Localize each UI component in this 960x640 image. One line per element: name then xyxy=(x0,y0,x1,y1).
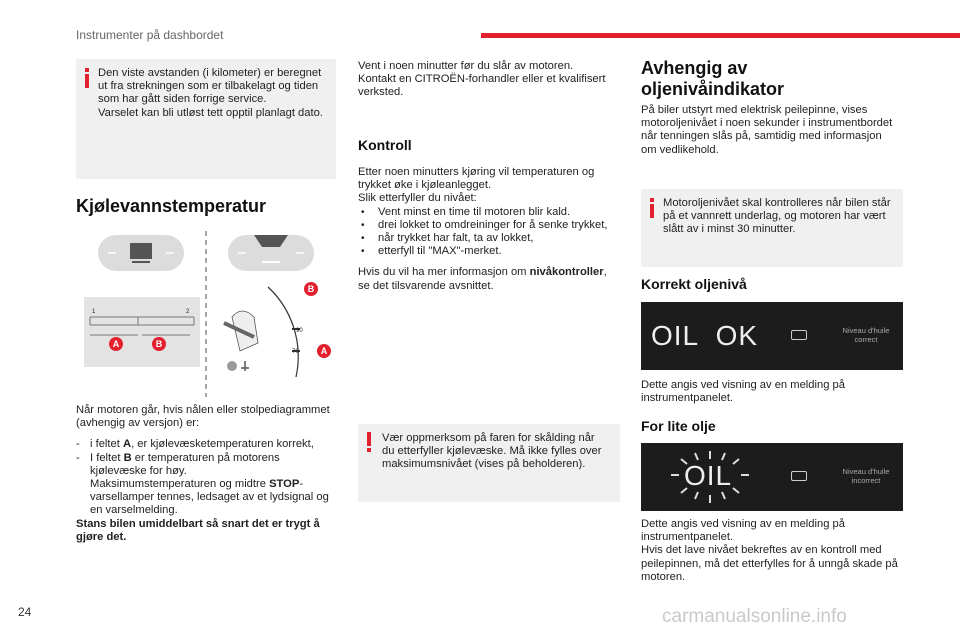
col2-intro: Vent i noen minutter før du slår av motoren. Kontakt en CITROËN-forhandler eller et kvalifisert verksted. xyxy=(358,60,606,99)
strip-left-label: 1 xyxy=(92,309,96,315)
oil-info-note xyxy=(641,189,903,267)
exclamation-icon-dot xyxy=(367,448,371,452)
oil-info-text: Motoroljenivået skal kontrolleres når bilen står på et vannrett underlag, og motoren har vært slått av i minst 30 minutter. xyxy=(663,197,891,236)
section-heading-coolant: Kjølevannstemperatur xyxy=(76,196,267,216)
oil-ok-message: Niveau d'huile correct xyxy=(842,326,890,344)
oil-low-message: Niveau d'huile incorrect xyxy=(842,467,890,485)
list-item: • når trykket har falt, ta av lokket, xyxy=(358,232,613,245)
label-a-strip: A xyxy=(109,337,123,351)
oil-ok-text: OIL OK xyxy=(651,320,759,351)
section-heading-oil: Avhengig av oljenivåindikator xyxy=(641,58,785,99)
low-oil-caption-2: Hvis det lave nivået bekreftes av en kontroll med peilepinnen, må det etterfylles for å unngå skade på motoren. xyxy=(641,544,898,583)
section-heading-correct-oil: Korrekt oljenivå xyxy=(641,276,747,292)
list-item: • Vent minst en time til motoren blir kald. xyxy=(358,206,613,219)
strip-right-label: 2 xyxy=(186,309,190,315)
gauge-90-label: 90 xyxy=(296,328,303,334)
kontroll-more-info: Hvis du vil ha mer informasjon om nivåkontroller, se det tilsvarende avsnittet. xyxy=(358,266,607,292)
correct-oil-caption: Dette angis ved visning av en melding på instrumentpanelet. xyxy=(641,379,845,405)
info-icon xyxy=(85,68,89,88)
oil-can-icon xyxy=(791,471,807,481)
coolant-illustration xyxy=(82,225,334,400)
section-title: Instrumenter på dashbordet xyxy=(76,28,224,42)
list-item: • etterfyll til "MAX"-merket. xyxy=(358,245,613,258)
exclamation-icon xyxy=(367,432,371,446)
oil-ok-display xyxy=(641,302,903,370)
info-note-text-1: Den viste avstanden (i kilometer) er beregnet ut fra strekningen som er tilbakelagt og tiden som har gått siden forrige service. xyxy=(98,67,322,106)
caution-note xyxy=(358,424,620,502)
label-b-strip: B xyxy=(152,337,166,351)
oil-low-display xyxy=(641,443,903,511)
low-oil-caption-1: Dette angis ved visning av en melding på instrumentpanelet. xyxy=(641,518,845,544)
oil-intro: På biler utstyrt med elektrisk peilepinne, vises motoroljenivået i noen sekunder i instrumentbordet når tenningen slås på, samtidig med informasjon om vedlikehold. xyxy=(641,104,893,156)
list-item: - I feltet B er temperaturen på motorens kjølevæske for høy. xyxy=(76,452,338,478)
caution-text: Vær oppmerksom på faren for skålding når du etterfyller kjølevæske. Må ikke fylles over maksimumsnivået (vises på beholderen). xyxy=(382,432,602,471)
list-item: - i feltet A, er kjølevæsketemperaturen korrekt, xyxy=(76,438,338,451)
watermark: carmanualsonline.info xyxy=(662,606,847,627)
section-heading-kontroll: Kontroll xyxy=(358,137,412,153)
kontroll-p1: Etter noen minutters kjøring vil temperaturen og trykket øke i kjøleanlegget. xyxy=(358,166,595,192)
coolant-warning: Stans bilen umiddelbart så snart det er trygt å gjøre det. xyxy=(76,517,320,543)
coolant-intro: Når motoren går, hvis nålen eller stolpediagrammet (avhengig av versjon) er: xyxy=(76,404,330,430)
label-a-gauge: A xyxy=(317,344,331,358)
kontroll-p2: Slik etterfyller du nivået: xyxy=(358,192,477,205)
gauge-70-label: 70 xyxy=(292,349,299,355)
info-note xyxy=(76,59,336,179)
oil-low-text: OIL xyxy=(684,460,733,491)
list-item-continued: Maksimumstemperaturen og midtre STOP-varsellamper tennes, ledsaget av et lydsignal og en varselmelding. xyxy=(90,478,329,517)
section-heading-low-oil: For lite olje xyxy=(641,418,716,434)
oil-can-icon xyxy=(791,330,807,340)
coolant-figure xyxy=(82,225,334,400)
header-accent-bar xyxy=(481,33,960,38)
label-b-gauge: B xyxy=(304,282,318,296)
page-number: 24 xyxy=(18,605,32,619)
list-item: • drei lokket to omdreininger for å senke trykket, xyxy=(358,219,613,232)
info-note-text-2: Varselet kan bli utløst tett opptil planlagt dato. xyxy=(98,106,323,119)
info-icon xyxy=(650,198,654,218)
